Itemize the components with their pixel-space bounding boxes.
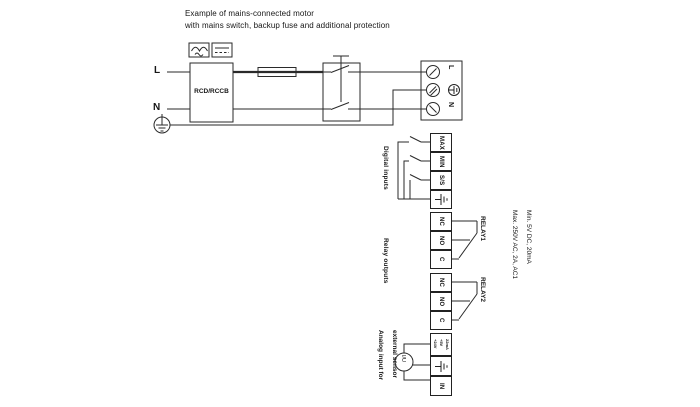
relay1-terminal-no xyxy=(430,231,452,250)
supply-terminal-text xyxy=(432,339,450,350)
relay2-label: RELAY2 xyxy=(479,277,486,303)
analog-label-line1: Analog input for xyxy=(377,330,384,381)
earth-in-circle-icon xyxy=(447,83,461,97)
terminal-label: NO xyxy=(438,296,444,307)
ground-icon xyxy=(434,193,449,206)
rcd-label: RCD/RCCB xyxy=(194,88,229,95)
digital-terminal-ground xyxy=(430,190,452,209)
digital-terminal-min xyxy=(430,152,452,171)
supply-line: +24V xyxy=(433,339,438,349)
pulsating-dc-icon xyxy=(189,43,209,57)
digital-terminal-max xyxy=(430,133,452,152)
analog-terminal-in xyxy=(430,376,452,396)
smooth-dc-icon xyxy=(212,43,232,57)
relay-rating-max: Max. 250V AC, 2A, AC1 xyxy=(511,210,518,280)
terminal-label: MIN xyxy=(438,155,444,168)
neutral-n-label: N xyxy=(153,102,161,113)
terminal-label: NC xyxy=(438,216,444,227)
diagram-title-line1: Example of mains-connected motor xyxy=(185,9,315,18)
terminal-label: S/S xyxy=(438,175,444,186)
relay-outputs-section-label: Relay outputs xyxy=(382,238,389,284)
terminal-label: C xyxy=(438,257,444,262)
diagram-title-line2: with mains switch, backup fuse and additional protection xyxy=(185,21,390,30)
mains-switch xyxy=(323,56,360,121)
relay-rating-min: Min. 5V DC, 20mA xyxy=(525,210,532,264)
terminal-label: NO xyxy=(438,235,444,246)
terminal-l-label: L xyxy=(447,65,454,70)
relay1-terminal-nc xyxy=(430,212,452,231)
analog-label-line2: external sensor xyxy=(391,330,398,379)
relay1-terminal-c xyxy=(430,250,452,269)
supply-line: +5V xyxy=(439,339,444,347)
phase-l-label: L xyxy=(154,65,161,76)
sensor-type-label: I/U xyxy=(400,355,406,363)
analog-terminal-ground xyxy=(430,356,452,376)
terminal-label: IN xyxy=(438,382,444,390)
digital-input-switches xyxy=(398,137,431,200)
relay2-terminal-nc xyxy=(430,273,452,292)
supply-line: 22mA xyxy=(445,339,450,350)
relay2-contact xyxy=(452,282,477,320)
digital-terminal-ss xyxy=(430,171,452,190)
terminal-label: MAX xyxy=(438,135,444,150)
terminal-label: NC xyxy=(438,277,444,288)
earth-symbol xyxy=(154,90,427,133)
relay2-terminal-no xyxy=(430,292,452,311)
terminal-label: C xyxy=(438,318,444,323)
relay2-terminal-c xyxy=(430,311,452,330)
relay-rating-text xyxy=(507,210,535,305)
ground-icon xyxy=(434,360,449,373)
relay1-contact xyxy=(452,221,477,259)
analog-input-section-label xyxy=(373,330,401,392)
relay1-label: RELAY1 xyxy=(479,216,486,242)
terminal-n-label: N xyxy=(447,102,454,108)
digital-inputs-section-label: Digital inputs xyxy=(382,146,389,190)
analog-terminal-supply xyxy=(430,333,452,356)
